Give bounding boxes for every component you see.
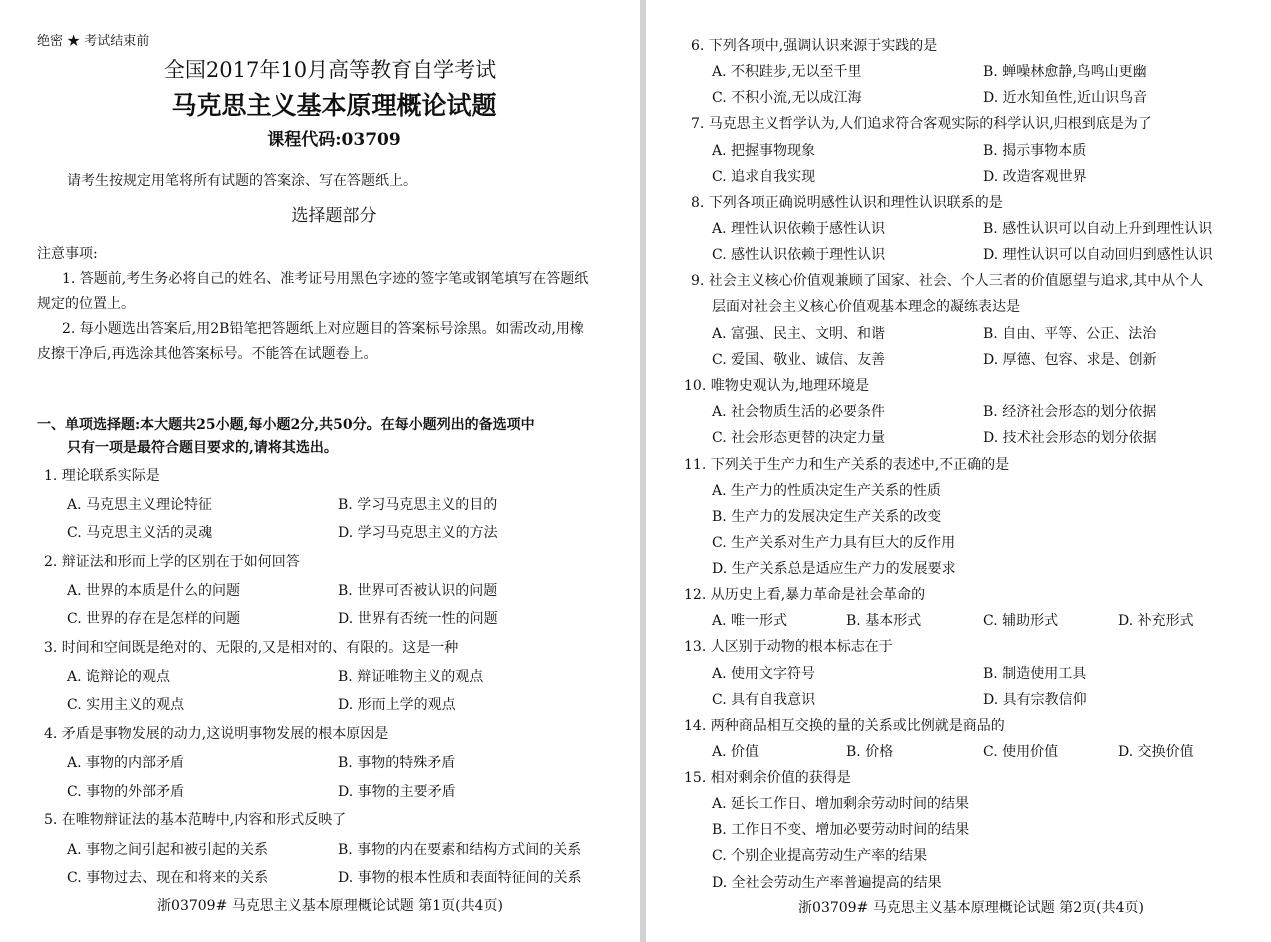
option: C. 实用主义的观点 xyxy=(67,697,185,713)
notes-title: 注意事项: xyxy=(37,246,98,262)
option: D. 技术社会形态的划分依据 xyxy=(983,430,1157,446)
page-footer: 浙03709# 马克思主义基本原理概论试题 第2页(共4页) xyxy=(798,900,1144,916)
option: B. 生产力的发展决定生产关系的改变 xyxy=(712,509,942,525)
option: D. 生产关系总是适应生产力的发展要求 xyxy=(712,561,956,577)
page-2 xyxy=(646,0,1271,942)
option: D. 交换价值 xyxy=(1118,744,1194,760)
option: C. 不积小流,无以成江海 xyxy=(712,90,862,106)
question-stem: 14. 两种商品相互交换的量的关系或比例就是商品的 xyxy=(684,718,1005,734)
option: B. 价格 xyxy=(846,744,894,760)
page-footer: 浙03709# 马克思主义基本原理概论试题 第1页(共4页) xyxy=(157,898,503,914)
option: B. 事物的特殊矛盾 xyxy=(338,755,456,771)
option: A. 延长工作日、增加剩余劳动时间的结果 xyxy=(712,796,970,812)
option: A. 理性认识依赖于感性认识 xyxy=(712,221,886,237)
option: B. 制造使用工具 xyxy=(983,666,1087,682)
question-stem: 5. 在唯物辩证法的基本范畴中,内容和形式反映了 xyxy=(44,812,347,828)
question-stem: 4. 矛盾是事物发展的动力,这说明事物发展的根本原因是 xyxy=(44,726,389,742)
option: B. 学习马克思主义的目的 xyxy=(338,497,498,513)
option: D. 理性认识可以自动回归到感性认识 xyxy=(983,247,1213,263)
note-2-line-2: 皮擦干净后,再选涂其他答案标号。不能答在试题卷上。 xyxy=(37,346,378,362)
option: C. 世界的存在是怎样的问题 xyxy=(67,611,241,627)
option: D. 学习马克思主义的方法 xyxy=(338,525,498,541)
option: A. 使用文字符号 xyxy=(712,666,816,682)
option: C. 使用价值 xyxy=(983,744,1059,760)
option: B. 经济社会形态的划分依据 xyxy=(983,404,1157,420)
option: B. 世界可否被认识的问题 xyxy=(338,583,498,599)
option: B. 自由、平等、公正、法治 xyxy=(983,326,1157,342)
question-stem: 7. 马克思主义哲学认为,人们追求符合客观实际的科学认识,归根到底是为了 xyxy=(691,116,1152,132)
section-title: 选择题部分 xyxy=(291,206,377,226)
option: B. 事物的内在要素和结构方式间的关系 xyxy=(338,842,582,858)
option: C. 生产关系对生产力具有巨大的反作用 xyxy=(712,535,956,551)
option: C. 个别企业提高劳动生产率的结果 xyxy=(712,848,928,864)
option: B. 工作日不变、增加必要劳动时间的结果 xyxy=(712,822,970,838)
option: A. 事物之间引起和被引起的关系 xyxy=(67,842,269,858)
option: A. 事物的内部矛盾 xyxy=(67,755,185,771)
note-2-line-1: 2. 每小题选出答案后,用2B铅笔把答题纸上对应题目的答案标号涂黑。如需改动,用橡 xyxy=(62,321,584,337)
option: C. 事物的外部矛盾 xyxy=(67,784,185,800)
option: D. 补充形式 xyxy=(1118,613,1194,629)
part1-heading-line-1: 一、单项选择题:本大题共25小题,每小题2分,共50分。在每小题列出的备选项中 xyxy=(37,417,535,433)
secret-mark: 绝密 ★ 考试结束前 xyxy=(37,34,150,49)
option: D. 具有宗教信仰 xyxy=(983,692,1087,708)
question-stem: 15. 相对剩余价值的获得是 xyxy=(684,770,851,786)
option: D. 改造客观世界 xyxy=(983,169,1087,185)
option: A. 诡辩论的观点 xyxy=(67,669,171,685)
option: D. 事物的根本性质和表面特征间的关系 xyxy=(338,870,582,886)
option: B. 辩证唯物主义的观点 xyxy=(338,669,484,685)
question-stem: 11. 下列关于生产力和生产关系的表述中,不正确的是 xyxy=(684,457,1010,473)
option: D. 事物的主要矛盾 xyxy=(338,784,456,800)
exam-title: 全国2017年10月高等教育自学考试 xyxy=(163,58,497,82)
option: A. 不积跬步,无以至千里 xyxy=(712,64,862,80)
option: C. 追求自我实现 xyxy=(712,169,816,185)
option: A. 把握事物现象 xyxy=(712,143,816,159)
option: A. 社会物质生活的必要条件 xyxy=(712,404,886,420)
option: C. 事物过去、现在和将来的关系 xyxy=(67,870,269,886)
option: C. 辅助形式 xyxy=(983,613,1059,629)
part1-heading-line-2: 只有一项是最符合题目要求的,请将其选出。 xyxy=(67,440,338,456)
option: D. 厚德、包容、求是、创新 xyxy=(983,352,1157,368)
option: C. 马克思主义活的灵魂 xyxy=(67,525,213,541)
subject-title: 马克思主义基本原理概论试题 xyxy=(171,91,497,120)
answer-instruction: 请考生按规定用笔将所有试题的答案涂、写在答题纸上。 xyxy=(67,173,417,189)
option: A. 生产力的性质决定生产关系的性质 xyxy=(712,483,942,499)
question-stem: 3. 时间和空间既是绝对的、无限的,又是相对的、有限的。这是一种 xyxy=(44,640,459,656)
question-stem: 1. 理论联系实际是 xyxy=(44,468,160,484)
course-code: 课程代码:03709 xyxy=(267,130,401,150)
option: A. 世界的本质是什么的问题 xyxy=(67,583,241,599)
option: D. 形而上学的观点 xyxy=(338,697,456,713)
question-stem: 12. 从历史上看,暴力革命是社会革命的 xyxy=(684,587,926,603)
question-stem: 9. 社会主义核心价值观兼顾了国家、社会、个人三者的价值愿望与追求,其中从个人 xyxy=(691,273,1204,289)
option: D. 全社会劳动生产率普遍提高的结果 xyxy=(712,875,942,891)
option: C. 具有自我意识 xyxy=(712,692,816,708)
option: A. 唯一形式 xyxy=(712,613,788,629)
note-1-line-2: 规定的位置上。 xyxy=(37,296,135,312)
option: A. 富强、民主、文明、和谐 xyxy=(712,326,886,342)
question-stem: 2. 辩证法和形而上学的区别在于如何回答 xyxy=(44,554,300,570)
option: B. 基本形式 xyxy=(846,613,922,629)
question-stem: 10. 唯物史观认为,地理环境是 xyxy=(684,378,870,394)
option: D. 世界有否统一性的问题 xyxy=(338,611,498,627)
option: C. 社会形态更替的决定力量 xyxy=(712,430,886,446)
option: A. 马克思主义理论特征 xyxy=(67,497,213,513)
option: C. 感性认识依赖于理性认识 xyxy=(712,247,886,263)
question-stem: 6. 下列各项中,强调认识来源于实践的是 xyxy=(691,38,938,54)
option: C. 爱国、敬业、诚信、友善 xyxy=(712,352,886,368)
option: B. 蝉噪林愈静,鸟鸣山更幽 xyxy=(983,64,1147,80)
note-1-line-1: 1. 答题前,考生务必将自己的姓名、准考证号用黑色字迹的签字笔或钢笔填写在答题纸 xyxy=(62,271,589,287)
option: D. 近水知鱼性,近山识鸟音 xyxy=(983,90,1148,106)
option: B. 感性认识可以自动上升到理性认识 xyxy=(983,221,1213,237)
option: B. 揭示事物本质 xyxy=(983,143,1087,159)
question-stem-continued: 层面对社会主义核心价值观基本理念的凝练表达是 xyxy=(712,299,1020,315)
question-stem: 8. 下列各项正确说明感性认识和理性认识联系的是 xyxy=(691,195,1003,211)
question-stem: 13. 人区别于动物的根本标志在于 xyxy=(684,639,893,655)
option: A. 价值 xyxy=(712,744,760,760)
